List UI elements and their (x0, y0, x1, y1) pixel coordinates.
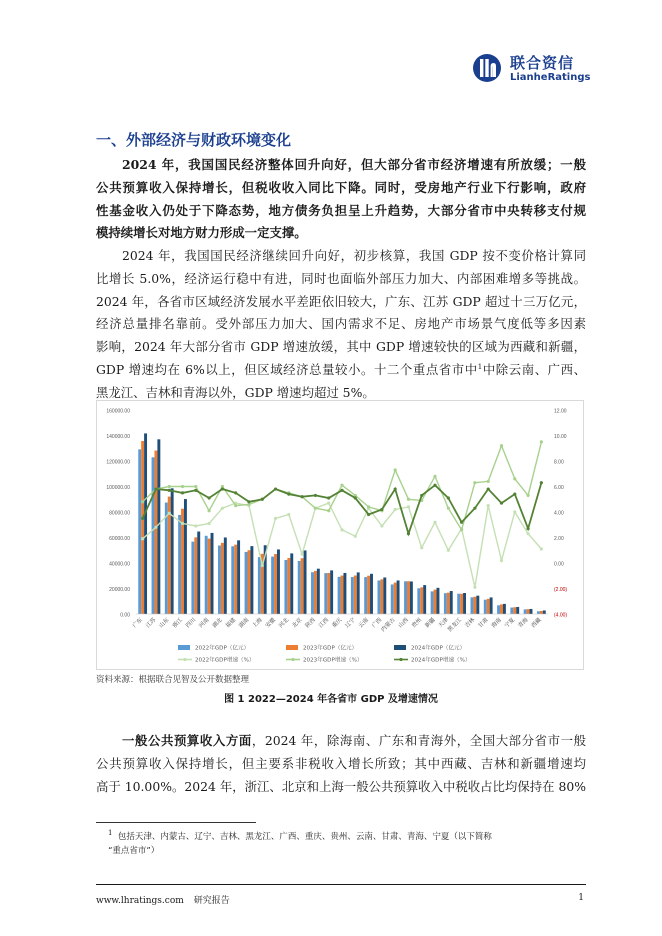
line-point-1 (473, 481, 476, 484)
legend-swatch (286, 645, 298, 650)
summary-paragraph (96, 154, 586, 245)
bar-1 (434, 590, 437, 614)
left-axis-tick-label: 0.00 (120, 612, 130, 619)
bar-1 (221, 543, 224, 614)
budget-paragraph (96, 730, 586, 798)
line-point-1 (327, 509, 330, 512)
legend-label: 2023年GDP增速（%） (303, 657, 363, 664)
line-point-2 (168, 489, 171, 492)
legend-swatch-point (291, 658, 294, 661)
line-point-2 (447, 496, 450, 499)
bar-2 (184, 499, 187, 614)
line-point-1 (500, 444, 503, 447)
category-label: 江苏 (145, 617, 158, 630)
line-series-0 (143, 503, 542, 587)
bar-2 (436, 588, 439, 614)
bar-1 (540, 611, 543, 614)
bar-1 (473, 597, 476, 614)
bar-2 (211, 533, 214, 614)
bar-0 (417, 588, 420, 614)
bar-1 (394, 583, 397, 614)
bar-2 (197, 532, 200, 614)
page-number: 1 (578, 893, 584, 903)
paragraph-text: ，2024 年，除海南、广东和青海外，全国大部分省市一般 (251, 733, 586, 748)
bar-2 (463, 593, 466, 614)
logo-chinese-name: 联合资信 (510, 54, 575, 72)
category-label: 河南 (198, 617, 211, 630)
bar-0 (510, 608, 513, 614)
bar-1 (314, 571, 317, 614)
line-point-1 (194, 485, 197, 488)
right-axis-tick-label: 10.00 (554, 434, 567, 440)
bar-2 (290, 553, 293, 614)
bar-0 (205, 536, 208, 614)
gdp-chart-svg (96, 400, 584, 670)
right-axis-tick-label: 12.00 (554, 408, 567, 415)
category-label: 河北 (278, 617, 291, 630)
line-point-0 (380, 524, 383, 527)
category-label: 黑龙江 (446, 617, 464, 634)
bar-2 (250, 546, 253, 614)
line-point-0 (154, 526, 157, 529)
bar-0 (231, 546, 234, 614)
footer-doc-type: 研究报告 (193, 896, 230, 906)
line-point-2 (513, 493, 516, 496)
bar-0 (152, 457, 155, 614)
bar-1 (420, 587, 423, 614)
line-point-1 (234, 504, 237, 507)
left-axis-tick-label: 160000.00 (106, 408, 130, 415)
footnote-ref[interactable]: 1 (477, 362, 483, 371)
bar-0 (178, 515, 181, 614)
category-label: 西藏 (530, 617, 543, 630)
paragraph-line: 影响，2024 年大部分省市 GDP 增速放缓，其中 GDP 增速较快的区域为西藏和新疆， (96, 339, 586, 355)
category-label: 宁夏 (504, 617, 517, 630)
category-label: 广西 (371, 617, 384, 630)
line-point-1 (340, 484, 343, 487)
line-point-2 (301, 495, 304, 498)
line-point-0 (433, 521, 436, 524)
legend-swatch-point (183, 658, 186, 661)
gdp-chart (96, 400, 584, 670)
line-point-0 (487, 504, 490, 507)
category-label: 广东 (131, 617, 145, 630)
line-point-1 (447, 507, 450, 510)
bar-0 (191, 542, 194, 614)
line-point-0 (261, 564, 264, 567)
line-point-2 (234, 491, 237, 494)
line-point-0 (340, 528, 343, 531)
bar-0 (457, 594, 460, 614)
paragraph-line: 模持续增长对地方财力形成一定支撑。 (96, 225, 307, 241)
line-point-0 (473, 586, 476, 589)
bar-1 (141, 441, 144, 614)
bar-2 (516, 607, 519, 614)
line-point-2 (181, 491, 184, 494)
category-label: 北京 (291, 617, 304, 630)
company-logo (470, 50, 590, 90)
footnote (108, 830, 578, 858)
bar-1 (500, 604, 503, 614)
paragraph-text: GDP 增速均在 6%以上，但区域经济总量较小。十二个重点省市中 (96, 361, 478, 377)
bar-1 (327, 573, 330, 614)
bar-1 (341, 576, 344, 614)
bar-2 (370, 574, 373, 614)
category-label: 贵州 (410, 617, 424, 630)
footer-divider (96, 884, 586, 885)
category-label: 湖北 (211, 617, 224, 630)
line-point-1 (513, 477, 516, 480)
bar-0 (245, 552, 248, 614)
category-label: 山东 (158, 617, 171, 630)
line-point-0 (207, 522, 210, 525)
bar-0 (377, 580, 380, 614)
footer-info (96, 893, 240, 906)
line-point-1 (407, 498, 410, 501)
bar-0 (351, 577, 354, 614)
right-axis-tick-label: (2.00) (554, 587, 568, 593)
line-point-2 (540, 481, 543, 484)
bar-0 (311, 572, 314, 614)
gdp-paragraph (96, 245, 586, 405)
category-label: 浙江 (171, 617, 184, 630)
paragraph-lead: 一般公共预算收入方面 (122, 733, 252, 748)
bar-1 (287, 558, 290, 614)
bar-1 (234, 545, 237, 614)
bar-2 (397, 580, 400, 614)
paragraph-line: 公共预算收入保持增长，但主要系非税收入增长所致；其中西藏、吉林和新疆增速均 (96, 755, 586, 771)
line-point-1 (526, 494, 529, 497)
bar-0 (471, 597, 474, 614)
paragraph-line: 黑龙江、吉林和青海以外，GDP 增速均超过 5%。 (96, 384, 375, 400)
line-point-2 (221, 487, 224, 490)
line-point-2 (420, 494, 423, 497)
bar-0 (431, 591, 434, 614)
lianhe-logo-icon (472, 52, 502, 84)
right-axis-tick-label: 2.00 (554, 536, 564, 542)
category-label: 湖南 (238, 617, 251, 630)
line-point-0 (407, 505, 410, 508)
line-point-1 (367, 505, 370, 508)
bar-1 (301, 558, 304, 614)
right-axis-tick-label: 6.00 (554, 485, 564, 491)
bar-0 (271, 557, 274, 614)
line-point-1 (460, 528, 463, 531)
legend-label: 2022年GDP（亿元） (195, 645, 250, 652)
category-label: 上海 (251, 617, 264, 630)
bar-1 (154, 451, 157, 614)
line-point-1 (540, 440, 543, 443)
line-point-1 (487, 480, 490, 483)
paragraph-line: 经济总量排名靠前。受外部压力加大、国内需求不足、房地产市场景气度低等多因素 (96, 316, 586, 332)
paragraph-line (96, 359, 586, 382)
category-label: 海南 (490, 617, 503, 630)
legend-swatch (178, 645, 190, 650)
category-label: 四川 (185, 617, 198, 630)
right-axis-tick-label: 4.00 (554, 510, 564, 517)
category-label: 吉林 (464, 617, 477, 630)
bar-0 (537, 611, 540, 614)
paragraph-line: 比增长 5.0%，经济运行稳中有进，同时也面临外部压力加大、内部困难增多等挑战。 (96, 270, 586, 286)
line-point-1 (394, 468, 397, 471)
bar-0 (284, 560, 287, 614)
paragraph-line (96, 730, 586, 753)
bar-2 (543, 610, 546, 614)
bar-2 (476, 596, 479, 614)
bar-2 (383, 577, 386, 614)
line-point-0 (447, 549, 450, 552)
footnote-line: “重点省市”） (108, 846, 160, 856)
left-axis-tick-label: 140000.00 (106, 434, 130, 440)
category-label: 陕西 (304, 617, 317, 630)
category-label: 安徽 (264, 617, 277, 630)
category-label: 重庆 (331, 617, 344, 630)
bar-2 (503, 604, 506, 614)
bar-2 (171, 488, 174, 614)
category-label: 山西 (397, 617, 410, 630)
line-point-0 (168, 512, 171, 515)
logo-english-name: LianheRatings (510, 72, 591, 83)
footnote-divider (96, 822, 256, 823)
paragraph-line: 2024 年，我国国民经济整体回升向好，但大部分省市经济增速有所放缓；一般 (122, 157, 586, 172)
bar-2 (410, 581, 413, 614)
category-label: 江西 (317, 617, 331, 630)
bar-1 (208, 539, 211, 614)
line-point-2 (354, 496, 357, 499)
bar-1 (354, 575, 357, 614)
bar-1 (380, 579, 383, 614)
paragraph-text: 中除云南、广西、 (482, 361, 586, 377)
line-point-2 (247, 500, 250, 503)
legend-swatch-point (399, 658, 402, 661)
line-point-2 (433, 484, 436, 487)
line-point-2 (327, 496, 330, 499)
bar-2 (277, 549, 280, 614)
bar-0 (364, 577, 367, 614)
line-point-2 (526, 527, 529, 530)
bar-1 (194, 537, 197, 614)
paragraph-line: 2024 年，我国国民经济继续回升向好，初步核算，我国 GDP 按不变价格计算同 (122, 248, 586, 263)
bar-2 (423, 585, 426, 614)
category-label: 辽宁 (344, 617, 357, 630)
line-point-2 (314, 494, 317, 497)
right-axis-tick-label: (4.00) (554, 612, 568, 619)
bar-0 (391, 584, 394, 614)
bar-2 (157, 439, 160, 614)
line-point-1 (207, 509, 210, 512)
line-point-0 (394, 508, 397, 511)
right-axis-tick-label: 8.00 (554, 459, 564, 466)
bar-0 (138, 449, 141, 614)
footer-url[interactable]: www.lhratings.com (96, 896, 184, 906)
line-point-0 (526, 532, 529, 535)
line-point-0 (181, 522, 184, 525)
category-label: 甘肃 (477, 617, 490, 630)
bar-0 (298, 561, 301, 614)
bar-2 (357, 572, 360, 614)
figure-caption: 图 1 2022—2024 年各省市 GDP 及增速情况 (224, 694, 438, 705)
category-label: 内蒙古 (380, 617, 397, 634)
left-axis-tick-label: 20000.00 (109, 587, 130, 593)
line-point-0 (274, 517, 277, 520)
line-point-2 (194, 489, 197, 492)
bar-1 (407, 581, 410, 614)
category-label: 青海 (517, 617, 530, 630)
bar-2 (450, 591, 453, 614)
bar-2 (304, 550, 307, 614)
bar-2 (330, 570, 333, 614)
line-point-0 (327, 501, 330, 504)
line-point-0 (287, 513, 290, 516)
left-axis-tick-label: 60000.00 (109, 536, 130, 542)
left-axis-tick-label: 120000.00 (106, 459, 130, 466)
line-point-0 (513, 510, 516, 513)
bar-0 (404, 581, 407, 614)
line-point-2 (500, 501, 503, 504)
line-point-2 (154, 487, 157, 490)
line-point-0 (221, 507, 224, 510)
bar-1 (447, 593, 450, 614)
bar-1 (274, 554, 277, 614)
legend-label: 2024年GDP增速（%） (411, 657, 471, 664)
right-axis-tick-label: 0.00 (554, 561, 564, 568)
paragraph-line: 2024 年，各省市区域经济发展水平差距依旧较大，广东、江苏 GDP 超过十三万亿元， (96, 293, 586, 309)
line-point-0 (500, 559, 503, 562)
footnote-mark: 1 (108, 829, 113, 838)
line-point-0 (354, 535, 357, 538)
legend-swatch (394, 645, 406, 650)
line-point-1 (433, 475, 436, 478)
line-point-2 (141, 517, 144, 520)
figure-source: 资料来源：根据联合见智及公开数据整理 (96, 675, 250, 685)
category-label: 新疆 (424, 617, 437, 630)
paragraph-line: 公共预算收入保持增长，但税收收入同比下降。同时，受房地产行业下行影响，政府 (96, 179, 586, 195)
left-axis-tick-label: 100000.00 (106, 485, 130, 491)
bar-1 (460, 594, 463, 614)
line-point-0 (420, 546, 423, 549)
bar-2 (490, 597, 493, 614)
bar-0 (524, 609, 527, 614)
left-axis-tick-label: 40000.00 (109, 561, 130, 568)
category-label: 云南 (357, 617, 370, 630)
line-point-2 (487, 487, 490, 490)
bar-1 (248, 550, 251, 614)
paragraph-line: 高于 10.00%。2024 年，浙江、北京和上海一般公共预算收入中税收占比均保持在 80% (96, 778, 586, 794)
legend-label: 2024年GDP（亿元） (411, 645, 466, 652)
paragraph-line: 性基金收入仍处于下降态势，地方债务负担呈上升趋势，大部分省市中央转移支付规 (96, 202, 586, 218)
line-point-2 (473, 507, 476, 510)
bar-2 (530, 609, 533, 614)
legend-label: 2023年GDP（亿元） (303, 645, 358, 652)
line-point-0 (540, 547, 543, 550)
line-point-2 (460, 521, 463, 524)
bar-2 (224, 537, 227, 614)
line-point-1 (168, 485, 171, 488)
bar-0 (218, 545, 221, 614)
line-point-2 (287, 493, 290, 496)
bar-0 (165, 503, 168, 614)
line-point-1 (181, 485, 184, 488)
bar-2 (317, 569, 320, 614)
category-label: 天津 (437, 617, 450, 630)
line-point-0 (141, 537, 144, 540)
line-point-1 (141, 500, 144, 503)
line-point-0 (194, 524, 197, 527)
bar-2 (144, 433, 147, 614)
line-point-0 (301, 552, 304, 555)
bar-0 (444, 593, 447, 614)
section-title: 一、外部经济与财政环境变化 (96, 131, 292, 149)
footnote-text: 包括天津、内蒙古、辽宁、吉林、黑龙江、广西、重庆、贵州、云南、甘肃、青海、宁夏（以下简称 (117, 832, 492, 842)
line-point-1 (314, 507, 317, 510)
bar-0 (338, 577, 341, 614)
footnote-line (108, 830, 578, 844)
bar-0 (497, 605, 500, 614)
category-label: 福建 (224, 617, 238, 630)
line-point-2 (207, 496, 210, 499)
bar-2 (343, 573, 346, 614)
bar-1 (527, 609, 530, 614)
line-point-2 (380, 508, 383, 511)
line-point-2 (407, 532, 410, 535)
bar-1 (367, 576, 370, 614)
bar-0 (484, 600, 487, 614)
bar-2 (237, 540, 240, 614)
bar-0 (258, 557, 261, 614)
line-point-2 (394, 487, 397, 490)
line-point-2 (367, 513, 370, 516)
line-point-2 (274, 487, 277, 490)
bar-0 (324, 573, 327, 614)
left-axis-tick-label: 80000.00 (109, 510, 130, 517)
legend-label: 2022年GDP增速（%） (195, 657, 255, 664)
bar-1 (513, 607, 516, 614)
bar-1 (487, 599, 490, 614)
line-point-2 (340, 489, 343, 492)
line-point-2 (261, 498, 264, 501)
